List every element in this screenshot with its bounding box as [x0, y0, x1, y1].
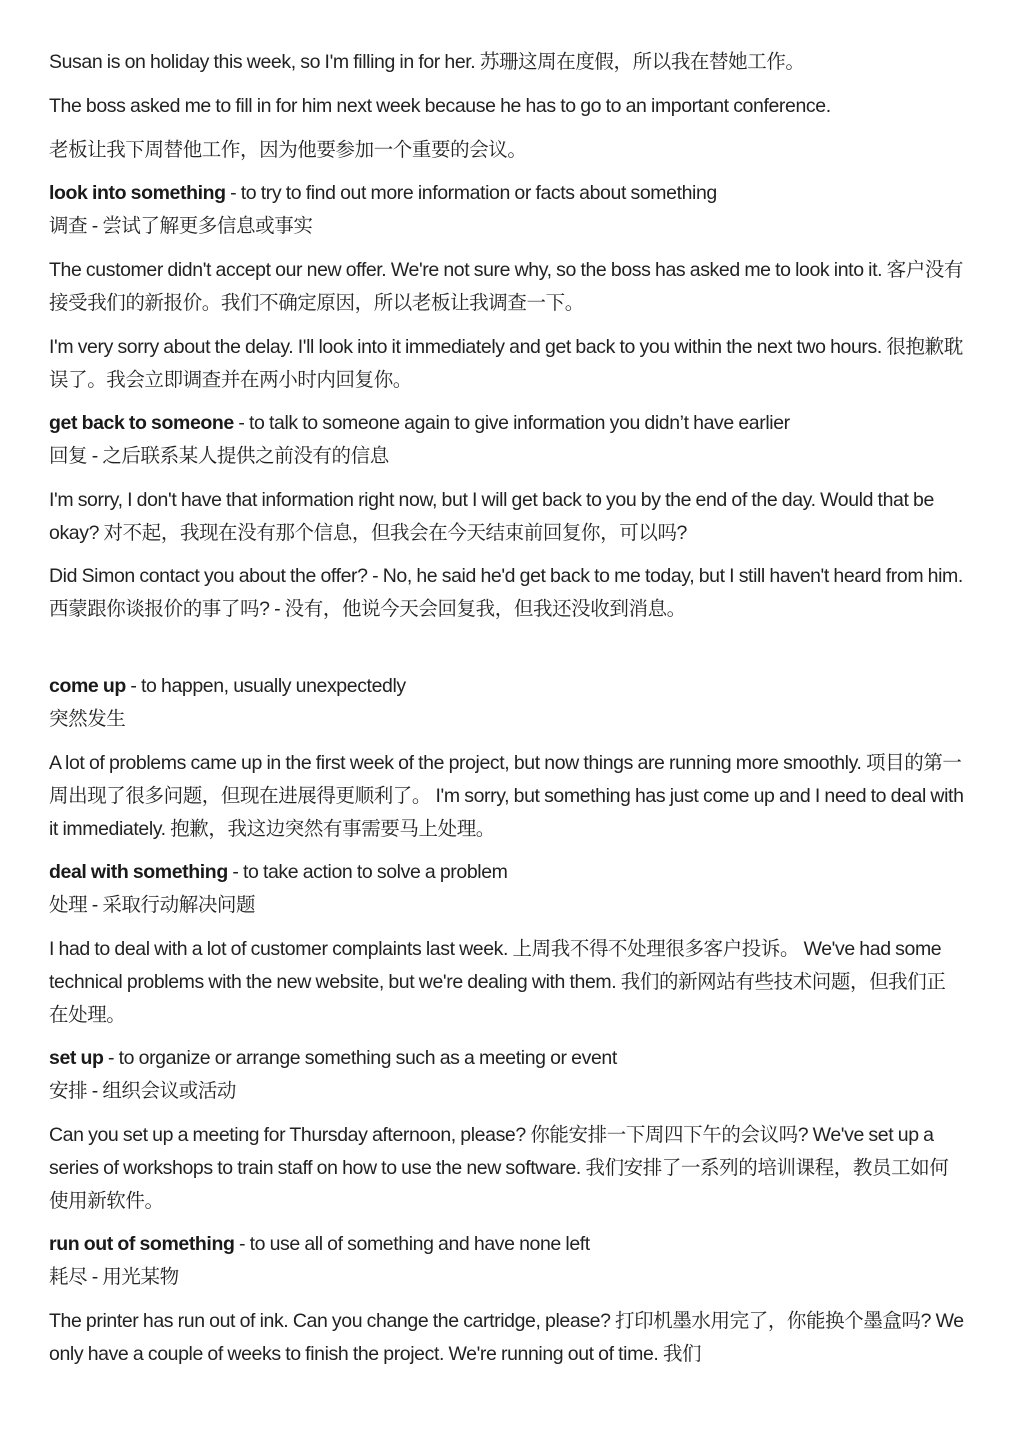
- example-sentence: I'm very sorry about the delay. I'll look into it immediately and get back to you within the next two hours. 很抱歉耽误了。我会立即调查并在两小时内回复你。: [49, 336, 963, 391]
- phrase-definition-line: [49, 177, 964, 210]
- example-paragraph: [49, 484, 964, 550]
- example-sentence: Did Simon contact you about the offer? - No, he said he'd get back to me today, but I still haven't heard from him. 西蒙跟你谈报价的事了吗? - 没有，他说今天会回复我，但我还没收到消息。: [49, 565, 963, 620]
- phrase-definition-line: [49, 407, 964, 440]
- phrase-term: get back to someone: [49, 412, 234, 434]
- paragraph: [49, 90, 964, 123]
- phrase-definition-line: [49, 1042, 964, 1075]
- example-paragraph: [49, 1119, 964, 1218]
- phrase-entry: [49, 670, 964, 736]
- phrase-definition-line: [49, 670, 964, 703]
- phrase-translation: 回复 - 之后联系某人提供之前没有的信息: [49, 445, 389, 467]
- phrase-translation: 耗尽 - 用光某物: [49, 1266, 179, 1288]
- example-sentence: A lot of problems came up in the first week of the project, but now things are running more smoothly. 项目的第一周出现了很多问题，但现在进展得更顺利了。 I'm sorry, but something has just come up and I need to deal with it immediately. 抱歉，我这边突然有事需要马上处理。: [49, 752, 964, 840]
- phrase-translation: 处理 - 采取行动解决问题: [49, 894, 256, 916]
- example-paragraph: [49, 331, 964, 397]
- example-sentence: I had to deal with a lot of customer complaints last week. 上周我不得不处理很多客户投诉。 We've had some technical problems with the new website, but we're dealing with them. 我们的新网站有些技术问题，但我们正在处理。: [49, 938, 946, 1026]
- phrase-entry: [49, 407, 964, 473]
- phrase-term: set up: [49, 1047, 104, 1069]
- example-sentence: I'm sorry, I don't have that information right now, but I will get back to you by the end of the day. Would that be okay? 对不起，我现在没有那个信息，但我会在今天结束前回复你，可以吗?: [49, 489, 934, 544]
- phrase-definition: - to happen, usually unexpectedly: [125, 675, 406, 697]
- example-paragraph: [49, 560, 964, 626]
- example-paragraph: [49, 933, 964, 1032]
- phrase-entry: [49, 856, 964, 922]
- phrase-entry: [49, 177, 964, 243]
- phrase-entry: [49, 1228, 964, 1294]
- phrase-translation: 安排 - 组织会议或活动: [49, 1080, 237, 1102]
- example-sentence: The boss asked me to fill in for him next week because he has to go to an important conference.: [49, 95, 831, 117]
- phrase-term: look into something: [49, 182, 226, 204]
- example-sentence: Can you set up a meeting for Thursday afternoon, please? 你能安排一下周四下午的会议吗? We've set up a series of workshops to train staff on how to use the new software. 我们安排了一系列的培训课程，教员工如何使用新软件。: [49, 1124, 949, 1212]
- phrase-definition: - to use all of something and have none left: [234, 1233, 590, 1255]
- example-sentence: The customer didn't accept our new offer. We're not sure why, so the boss has asked me to look into it. 客户没有接受我们的新报价。我们不确定原因，所以老板让我调查一下。: [49, 259, 964, 314]
- phrase-definition-line: [49, 1228, 964, 1261]
- example-translation: 老板让我下周替他工作，因为他要参加一个重要的会议。: [49, 139, 527, 161]
- example-paragraph: [49, 1305, 964, 1371]
- example-sentence: Susan is on holiday this week, so I'm filling in for her. 苏珊这周在度假，所以我在替她工作。: [49, 51, 805, 73]
- phrase-translation: 突然发生: [49, 708, 126, 730]
- example-sentence: The printer has run out of ink. Can you change the cartridge, please? 打印机墨水用完了，你能换个墨盒吗? We only have a couple of weeks to finish the project. We're running out of time. 我们: [49, 1310, 964, 1365]
- phrase-translation: 调查 - 尝试了解更多信息或事实: [49, 215, 313, 237]
- phrase-term: deal with something: [49, 861, 228, 883]
- phrase-definition: - to organize or arrange something such as a meeting or event: [103, 1047, 617, 1069]
- example-paragraph: [49, 254, 964, 320]
- phrase-definition: - to talk to someone again to give information you didn’t have earlier: [233, 412, 790, 434]
- example-paragraph: [49, 747, 964, 846]
- paragraph: [49, 46, 964, 79]
- phrase-term: run out of something: [49, 1233, 235, 1255]
- phrase-definition-line: [49, 856, 964, 889]
- phrase-term: come up: [49, 675, 126, 697]
- phrase-definition: - to take action to solve a problem: [227, 861, 508, 883]
- phrase-definition: - to try to find out more information or facts about something: [225, 182, 717, 204]
- paragraph: [49, 134, 964, 167]
- phrase-entry: [49, 1042, 964, 1108]
